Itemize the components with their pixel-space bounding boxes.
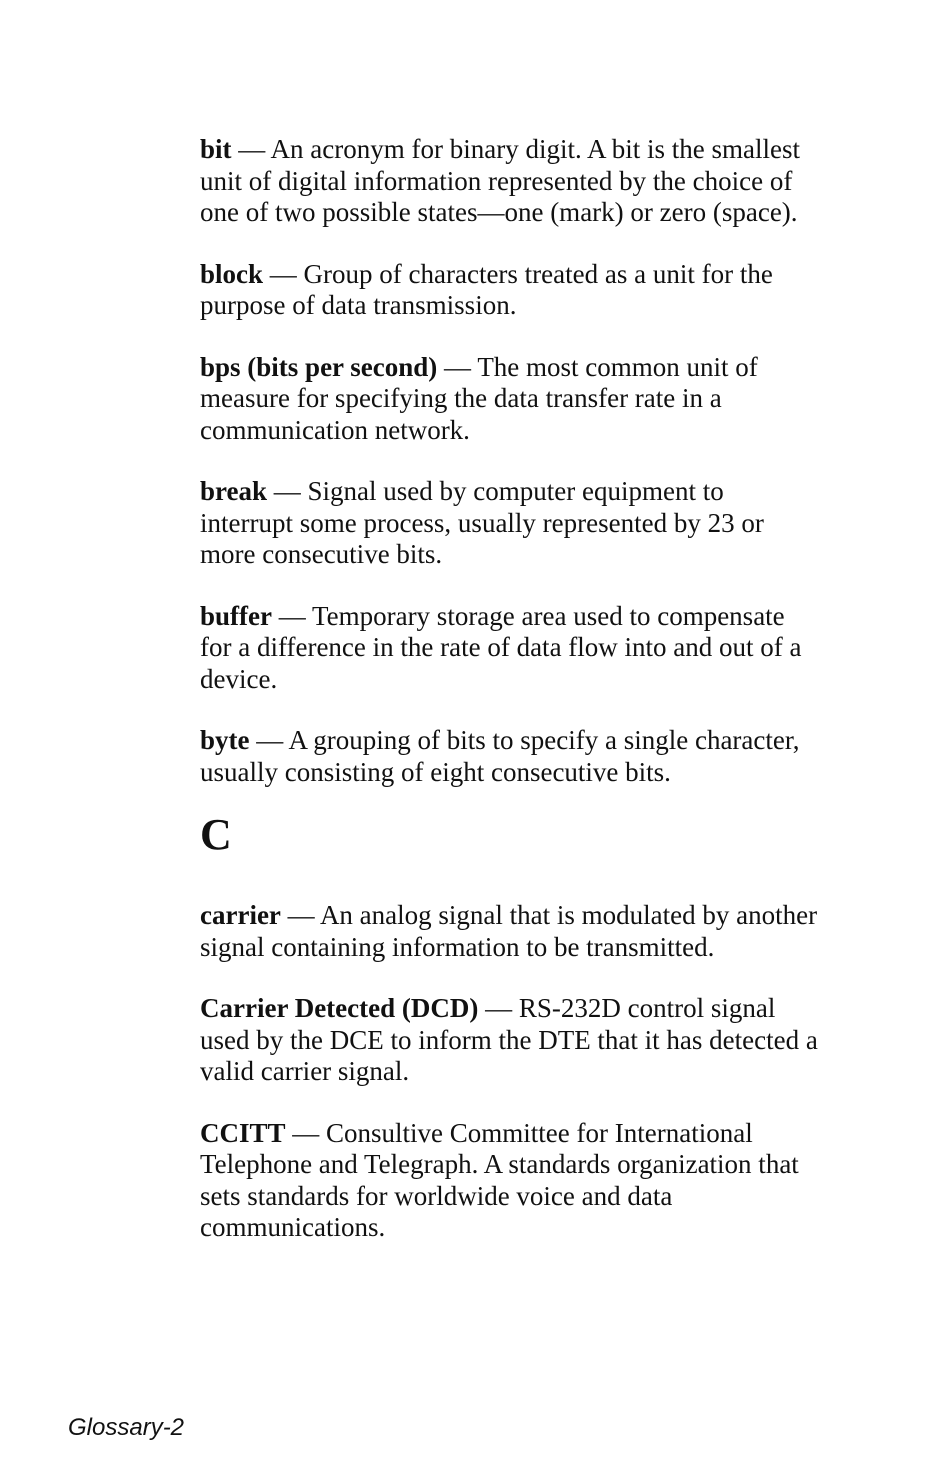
glossary-entry-break: break — Signal used by computer equipment to interrupt some process, usually represented by 23 or more consecutive bits.	[200, 476, 764, 569]
glossary-definition: Group of characters treated as a unit for the purpose of data transmission.	[200, 258, 773, 320]
glossary-term: block	[200, 258, 264, 289]
glossary-definition: An acronym for binary digit. A bit is the smallest unit of digital information represented by the choice of one of two possible states—one (mark) or zero (space).	[200, 134, 800, 227]
glossary-term: bit	[200, 134, 232, 164]
glossary-entry-bit: bit — An acronym for binary digit. A bit is the smallest unit of digital information represented by the choice of one of two possible states—one (mark) or zero (space).	[200, 134, 800, 227]
section-letter-heading: C	[200, 810, 232, 859]
glossary-definition: Signal used by computer equipment to interrupt some process, usually represented by 23 or more consecutive bits.	[200, 476, 764, 569]
glossary-definition: The most common unit of measure for specifying the data transfer rate in a communication network.	[200, 351, 758, 445]
glossary-term: buffer	[200, 600, 272, 631]
glossary-definition: Consultive Committee for International Telephone and Telegraph. A standards organization that sets standards for worldwide voice and data communications.	[200, 1117, 799, 1242]
glossary-term: break	[200, 476, 268, 506]
glossary-entry-carrier-detected: Carrier Detected (DCD) — RS-232D control signal used by the DCE to inform the DTE that it has detected a valid carrier signal.	[200, 993, 818, 1086]
glossary-term: carrier	[200, 900, 281, 930]
glossary-definition: A grouping of bits to specify a single character, usually consisting of eight consecutive bits.	[200, 725, 800, 787]
glossary-definition: RS-232D control signal used by the DCE to inform the DTE that it has detected a valid carrier signal.	[200, 993, 818, 1086]
glossary-content	[200, 134, 820, 1274]
glossary-entry-buffer: buffer — Temporary storage area used to compensate for a difference in the rate of data flow into and out of a device.	[200, 600, 802, 694]
glossary-entry-carrier: carrier — An analog signal that is modulated by another signal containing information to be transmitted.	[200, 900, 818, 962]
glossary-definition: Temporary storage area used to compensate for a difference in the rate of data flow into and out of a device.	[200, 600, 802, 694]
glossary-entry-ccitt: CCITT — Consultive Committee for International Telephone and Telegraph. A standards organization that sets standards for worldwide voice and data communications.	[200, 1117, 799, 1242]
glossary-term: Carrier Detected (DCD)	[200, 993, 479, 1023]
glossary-definition: An analog signal that is modulated by another signal containing information to be transmitted.	[200, 900, 818, 962]
page-number-label: Glossary-2	[68, 1414, 185, 1441]
glossary-entry-bps: bps (bits per second) — The most common unit of measure for specifying the data transfer rate in a communication network.	[200, 351, 758, 445]
glossary-term: bps (bits per second)	[200, 351, 438, 382]
glossary-term: byte	[200, 725, 250, 755]
glossary-term: CCITT	[200, 1117, 286, 1148]
glossary-entry-block: block — Group of characters treated as a unit for the purpose of data transmission.	[200, 258, 773, 320]
glossary-entry-byte: byte — A grouping of bits to specify a single character, usually consisting of eight consecutive bits.	[200, 725, 800, 787]
